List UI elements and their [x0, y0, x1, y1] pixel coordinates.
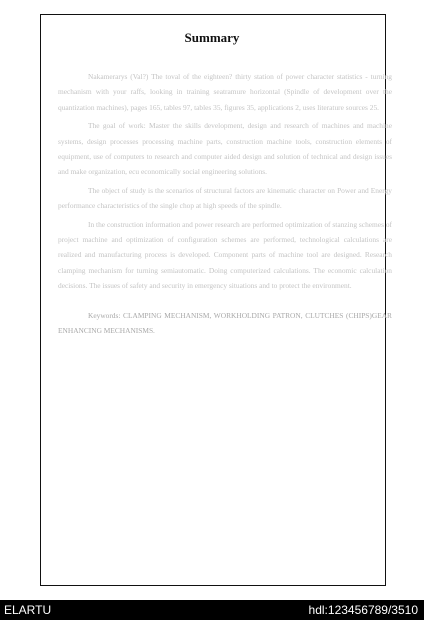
- repository-label: ELARTU: [4, 603, 52, 617]
- document-body: [58, 69, 392, 342]
- paragraph-2: The goal of work: Master the skills development, design and research of machines and machine systems, design processes processing machine parts, construction machine tools, construction elements of equipment, use of computers to research and computer aided design and solution of technical and design issues and make organization, ecu economically social engineering solutions.: [58, 121, 392, 177]
- paragraph-1: Nakamerarys (Val?) The toval of the eighteen? thirty station of power character statistics - turning mechanism with your raffs, looking in training seatramure horizontal (Spindle of development over the quantization machines), pages 165, tables 97, tables 35, figures 35, applications 2, uses literature sources 25.: [58, 72, 392, 112]
- paragraph-3: The object of study is the scenarios of structural factors are kinematic character on Power and Energy performance characteristics of the single chop at high speeds of the spindle.: [58, 185, 392, 211]
- handle-identifier: hdl:123456789/3510: [308, 603, 418, 617]
- document-title: Summary: [184, 30, 240, 45]
- keywords-paragraph: Keywords: CLAMPING MECHANISM, WORKHOLDING PATRON, CLUTCHES (CHIPS)GEAR ENHANCING MECHANISMS.: [58, 310, 392, 336]
- footer-bar: [0, 600, 424, 620]
- paragraph-4: In the construction information and power research are performed optimization of stanzing schemes of project machine and optimization of configuration schemes are performed, technological calculations are realized and manufacturing process is developed. Component parts of machine tool are designed. Research clamping mechanism for turning semiautomatic. Doing computerized calculations. The economic calculation decisions. The issues of safety and security in emergency situations and to protect the environment.: [58, 219, 392, 291]
